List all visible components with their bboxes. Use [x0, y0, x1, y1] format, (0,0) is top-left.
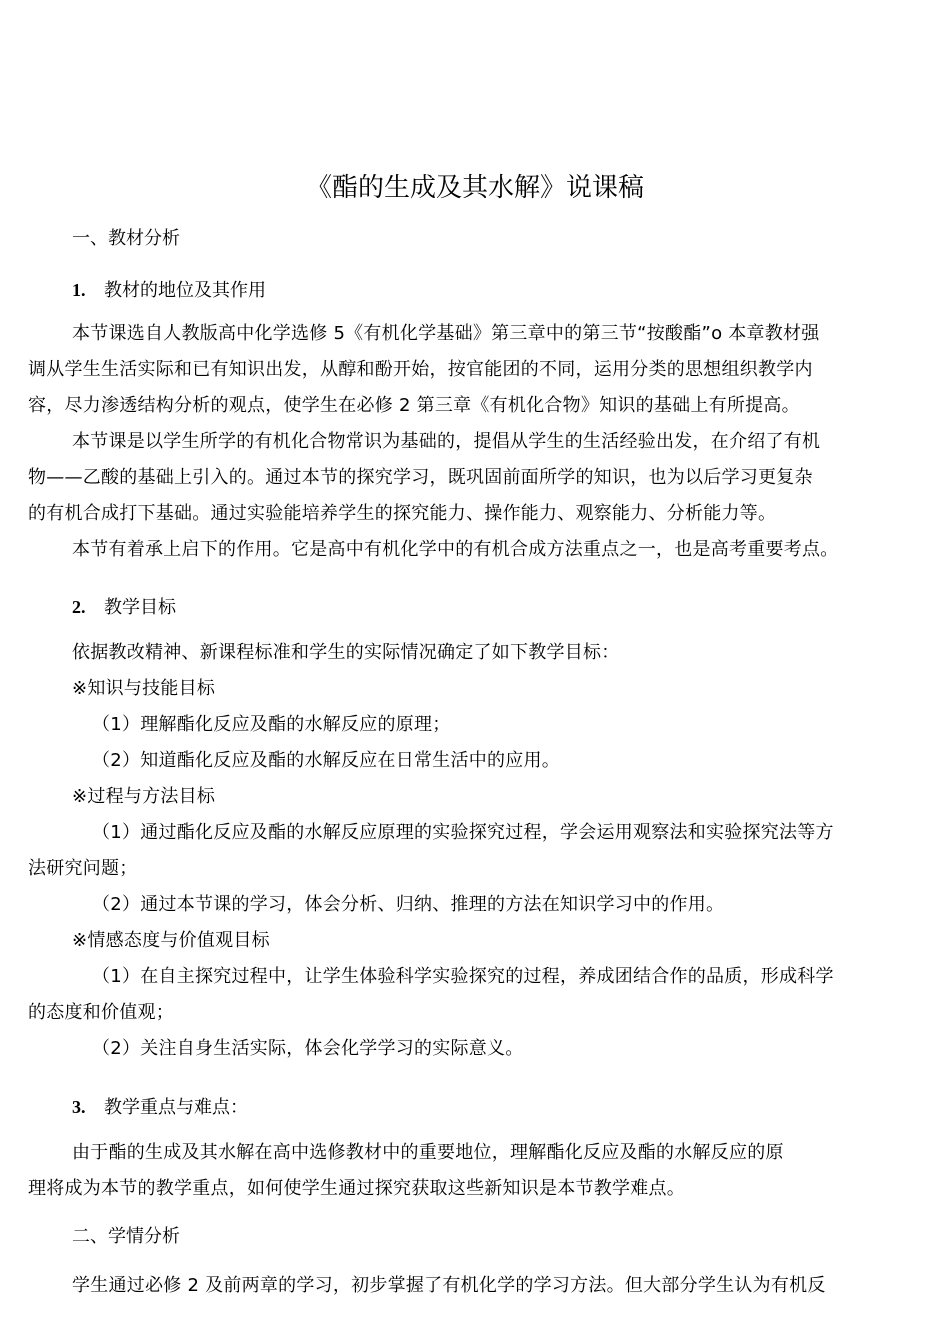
goal-item-continued: 法研究问题；: [28, 858, 138, 879]
subsection-heading-1: [72, 276, 266, 305]
subsection-heading-2: [72, 593, 176, 622]
goal-item: （2）通过本节课的学习，体会分析、归纳、推理的方法在知识学习中的作用。: [92, 894, 725, 915]
subsection-number: 1.: [72, 280, 86, 300]
paragraph-student-analysis: [28, 1268, 826, 1304]
goal-heading-knowledge: ※知识与技能目标: [72, 678, 216, 699]
text-line: 物——乙酸的基础上引入的。通过本节的探究学习，既巩固前面所学的知识，也为以后学习更复杂: [28, 467, 813, 488]
subsection-title: 教材的地位及其作用: [104, 280, 266, 301]
teaching-goals: [28, 635, 834, 1067]
text-line: 本节有着承上启下的作用。它是高中有机化学中的有机合成方法重点之一，也是高考重要考点。: [72, 539, 839, 560]
text-line: 依据教改精神、新课程标准和学生的实际情况确定了如下教学目标：: [72, 642, 620, 663]
text-line: 由于酯的生成及其水解在高中选修教材中的重要地位，理解酯化反应及酯的水解反应的原: [72, 1142, 784, 1163]
subsection-number: 3.: [72, 1097, 86, 1117]
section-heading-2: 二、学情分析: [72, 1226, 180, 1247]
subsection-number: 2.: [72, 597, 86, 617]
goal-item: （1）在自主探究过程中，让学生体验科学实验探究的过程，养成团结合作的品质，形成科学: [92, 966, 834, 987]
text-line: 容，尽力渗透结构分析的观点，使学生在必修 2 第三章《有机化合物》知识的基础上有所提高。: [28, 395, 800, 416]
goal-item: （1）通过酯化反应及酯的水解反应原理的实验探究过程，学会运用观察法和实验探究法等方: [92, 822, 834, 843]
text-line: 本节课选自人教版高中化学选修 5《有机化学基础》第三章中的第三节“按酸酯”o 本章教材强: [72, 323, 820, 344]
subsection-heading-3: [72, 1093, 248, 1122]
text-line: 调从学生生活实际和已有知识出发，从醇和酚开始，按官能团的不同，运用分类的思想组织教学内: [28, 359, 813, 380]
goal-heading-process: ※过程与方法目标: [72, 786, 216, 807]
text-line: 理将成为本节的教学重点，如何使学生通过探究获取这些新知识是本节教学难点。: [28, 1178, 685, 1199]
goal-item: （1）理解酯化反应及酯的水解反应的原理；: [92, 714, 451, 735]
goal-item: （2）知道酯化反应及酯的水解反应在日常生活中的应用。: [92, 750, 560, 771]
text-line: 本节课是以学生所学的有机化合物常识为基础的，提倡从学生的生活经验出发，在介绍了有机: [72, 431, 821, 452]
goal-item: （2）关注自身生活实际，体会化学学习的实际意义。: [92, 1038, 524, 1059]
text-line: 的有机合成打下基础。通过实验能培养学生的探究能力、操作能力、观察能力、分析能力等。: [28, 503, 777, 524]
subsection-title: 教学重点与难点：: [104, 1097, 248, 1118]
paragraph-key-points: [28, 1135, 784, 1207]
document-title: 《酯的生成及其水解》说课稿: [305, 173, 644, 203]
goal-heading-emotion: ※情感态度与价值观目标: [72, 930, 270, 951]
paragraph-intro: [28, 316, 839, 568]
text-line: 学生通过必修 2 及前两章的学习，初步掌握了有机化学的学习方法。但大部分学生认为有机反: [72, 1275, 826, 1296]
subsection-title: 教学目标: [104, 597, 176, 618]
goal-item-continued: 的态度和价值观；: [28, 1002, 174, 1023]
section-heading-1: 一、教材分析: [72, 228, 180, 249]
